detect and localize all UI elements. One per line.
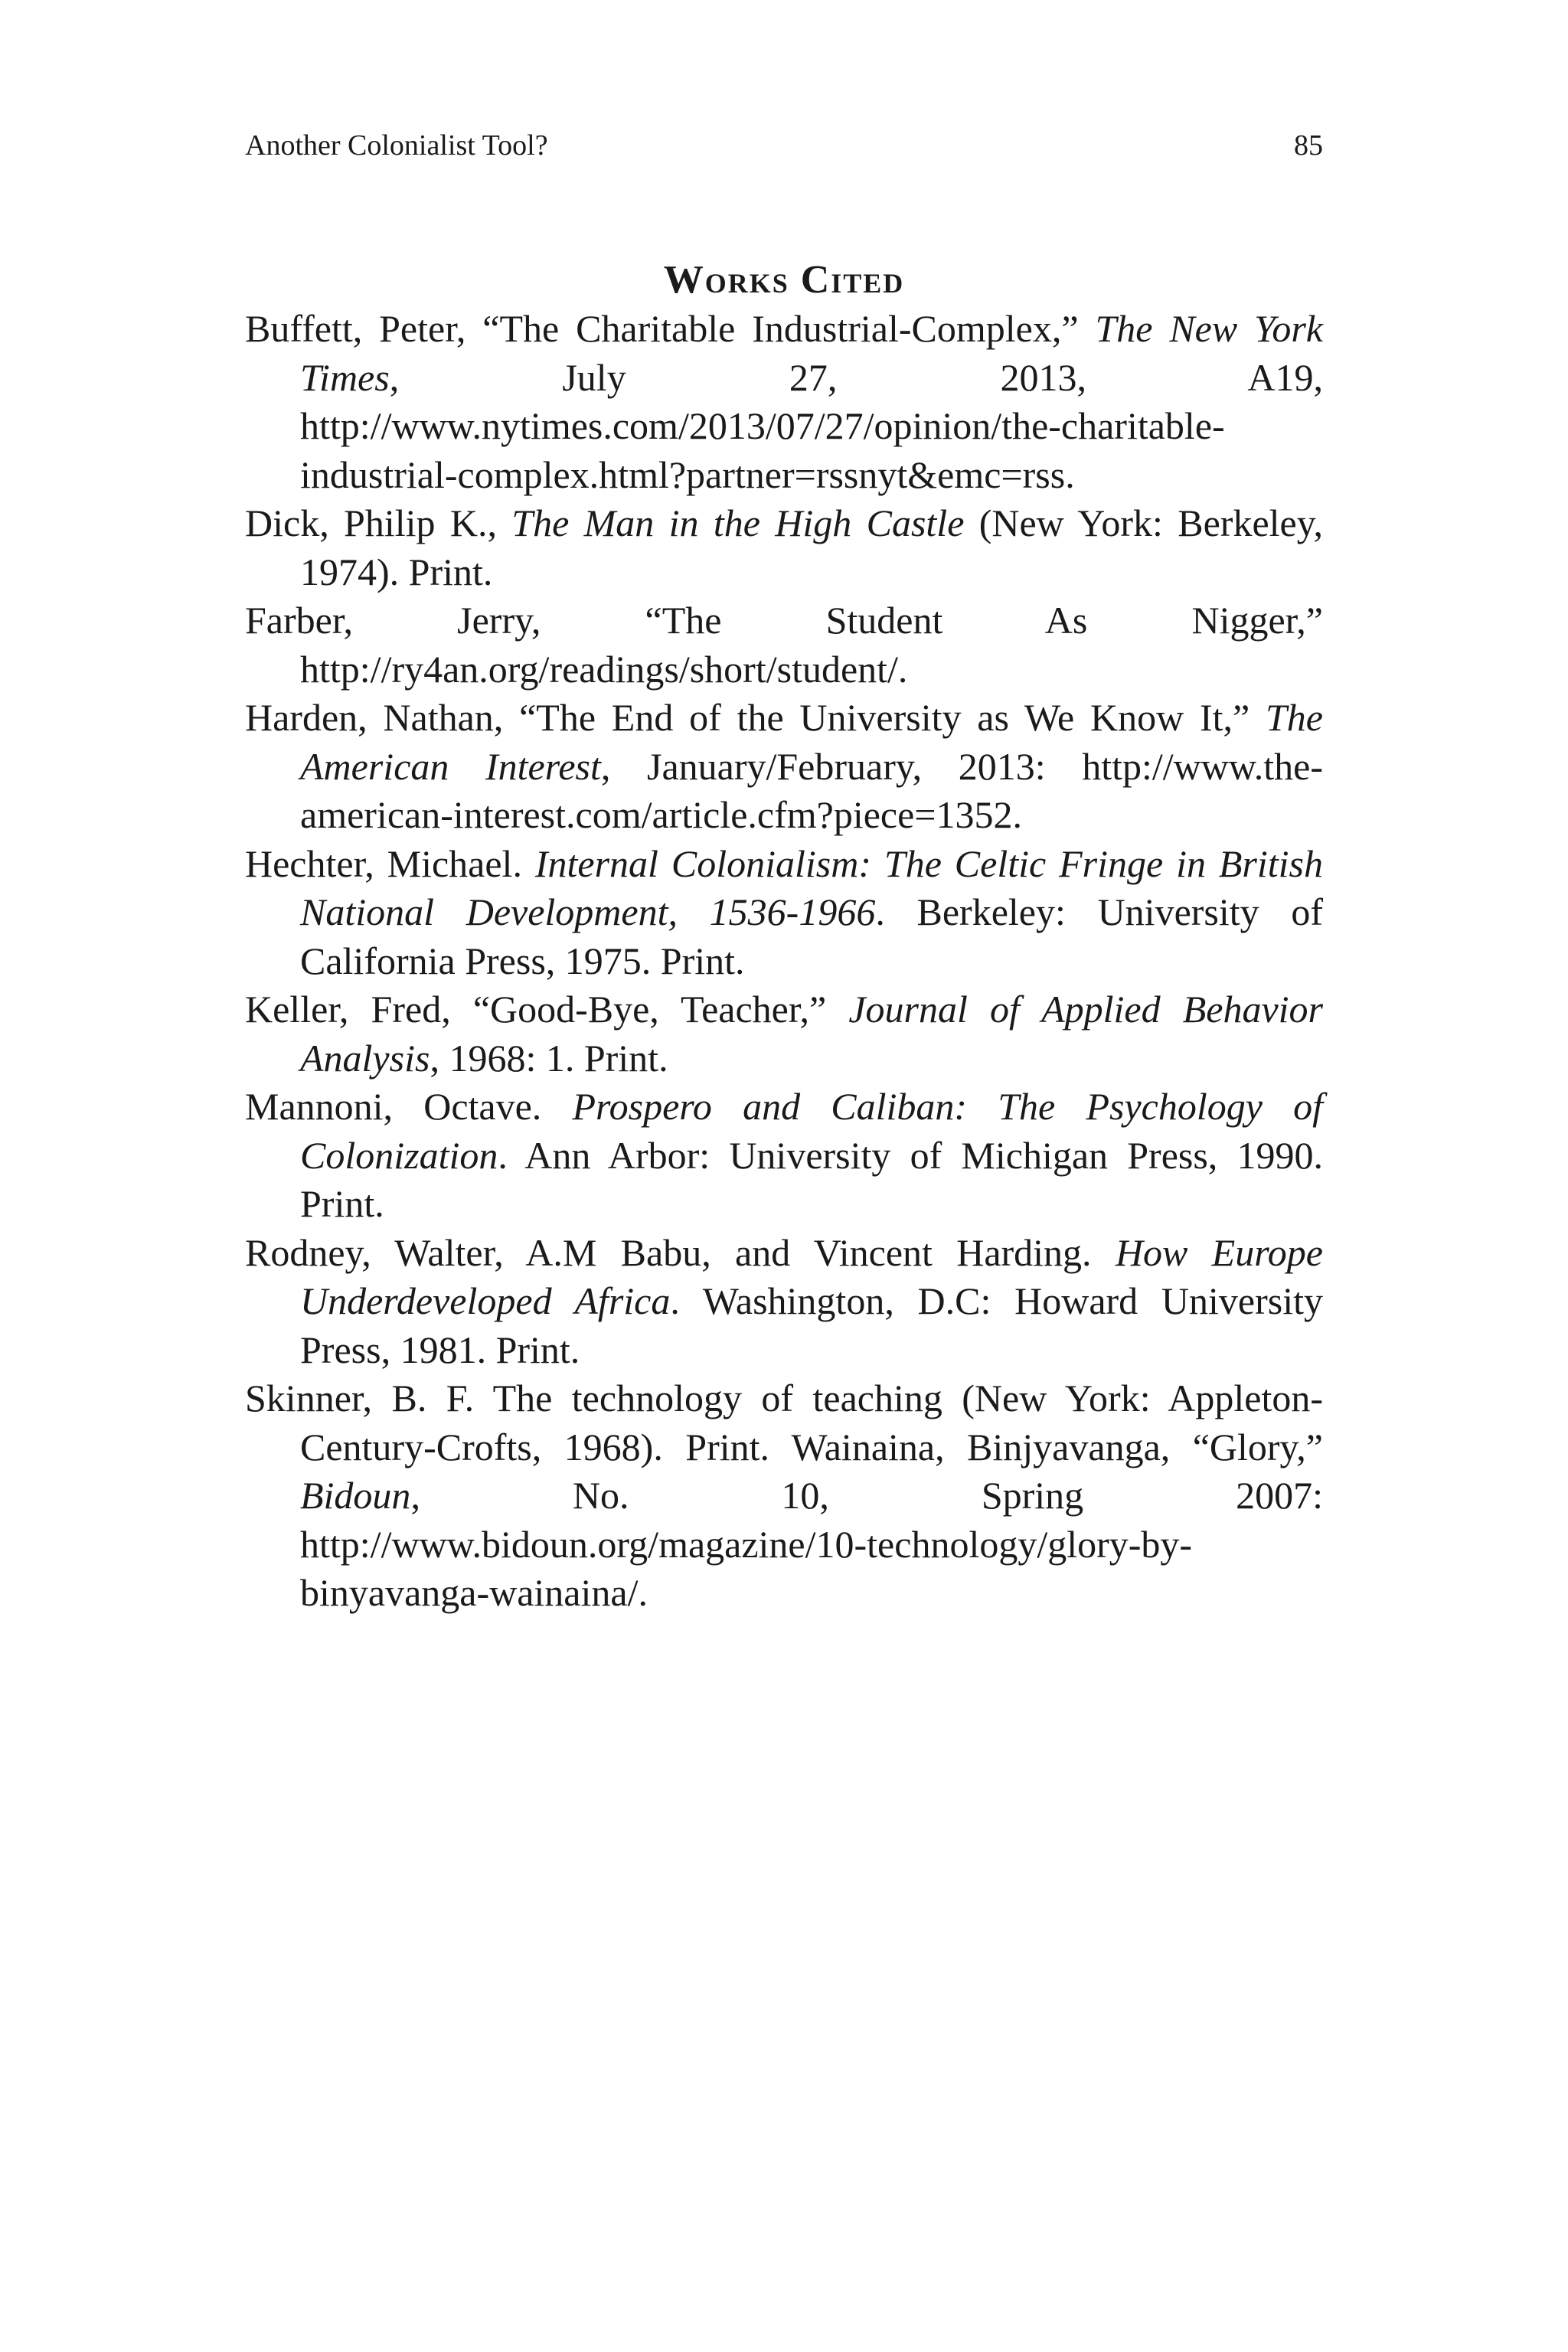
citation-text: . Ann Arbor: University of Michigan Press, 1990. Print. (300, 1133, 1323, 1225)
citation-title-italic: The Man in the High Castle (511, 501, 965, 544)
citation-entry (245, 985, 1323, 1083)
citation-title-italic: Prospero and Caliban: The Psychology of Colonization (300, 1085, 1323, 1177)
citation-text: Harden, Nathan, “The End of the University as We Know It,” (245, 696, 1266, 739)
citation-text: Mannoni, Octave. (245, 1085, 573, 1128)
citation-title-italic: Journal of Applied Behavior Analysis (300, 988, 1323, 1080)
citation-title-italic: Internal Colonialism: The Celtic Fringe in British National Development, 1536-1966 (300, 841, 1324, 933)
citation-text: , No. 10, Spring 2007: http://www.bidoun.org/magazine/10-technology/glory-by-binyavanga-wainaina/. (300, 1474, 1323, 1614)
citation-entry (245, 305, 1323, 499)
citation-text: Buffett, Peter, “The Charitable Industrial-Complex,” (245, 307, 1096, 350)
citation-entry (245, 1229, 1323, 1375)
citation-entry (245, 694, 1323, 840)
citation-entry (245, 1374, 1323, 1618)
citation-text: . Berkeley: University of California Press, 1975. Print. (300, 890, 1323, 982)
works-cited-list (245, 305, 1323, 1618)
citation-text: . Washington, D.C: Howard University Press, 1981. Print. (300, 1279, 1323, 1371)
citation-entry (245, 596, 1323, 694)
section-heading: Works Cited (663, 258, 905, 302)
page-number: 85 (1294, 129, 1323, 162)
citation-title-italic: Bidoun (300, 1474, 411, 1517)
citation-entry (245, 499, 1323, 596)
citation-text: Hechter, Michael. (245, 841, 535, 885)
citation-text: , July 27, 2013, A19, http://www.nytimes.com/2013/07/27/opinion/the-charitable-industrial-complex.html?partner=rssnyt&emc=rss. (300, 355, 1323, 496)
citation-title-italic: The New York Times (300, 307, 1323, 399)
citation-text: Farber, Jerry, “The Student As Nigger,” http://ry4an.org/readings/short/student/. (245, 599, 1323, 691)
citation-text: , 1968: 1. Print. (430, 1036, 668, 1080)
citation-text: Dick, Philip K., (245, 501, 512, 544)
citation-text: , January/February, 2013: http://www.the-american-interest.com/article.cfm?piece=1352. (300, 744, 1323, 836)
citation-title-italic: How Europe Underdeveloped Africa (300, 1230, 1324, 1322)
citation-text: (New York: Berkeley, 1974). Print. (300, 501, 1323, 593)
citation-title-italic: The American Interest (300, 696, 1323, 788)
citation-text: Keller, Fred, “Good-Bye, Teacher,” (245, 988, 849, 1031)
running-head-title: Another Colonialist Tool? (245, 129, 548, 162)
citation-entry (245, 840, 1323, 986)
citation-entry (245, 1083, 1323, 1229)
citation-text: Skinner, B. F. The technology of teaching (New York: Appleton-Century-Crofts, 1968). Print. Wainaina, Binjyavanga, “Glory,” (245, 1377, 1323, 1468)
citation-text: Rodney, Walter, A.M Babu, and Vincent Harding. (245, 1230, 1116, 1274)
running-header (245, 122, 1323, 168)
